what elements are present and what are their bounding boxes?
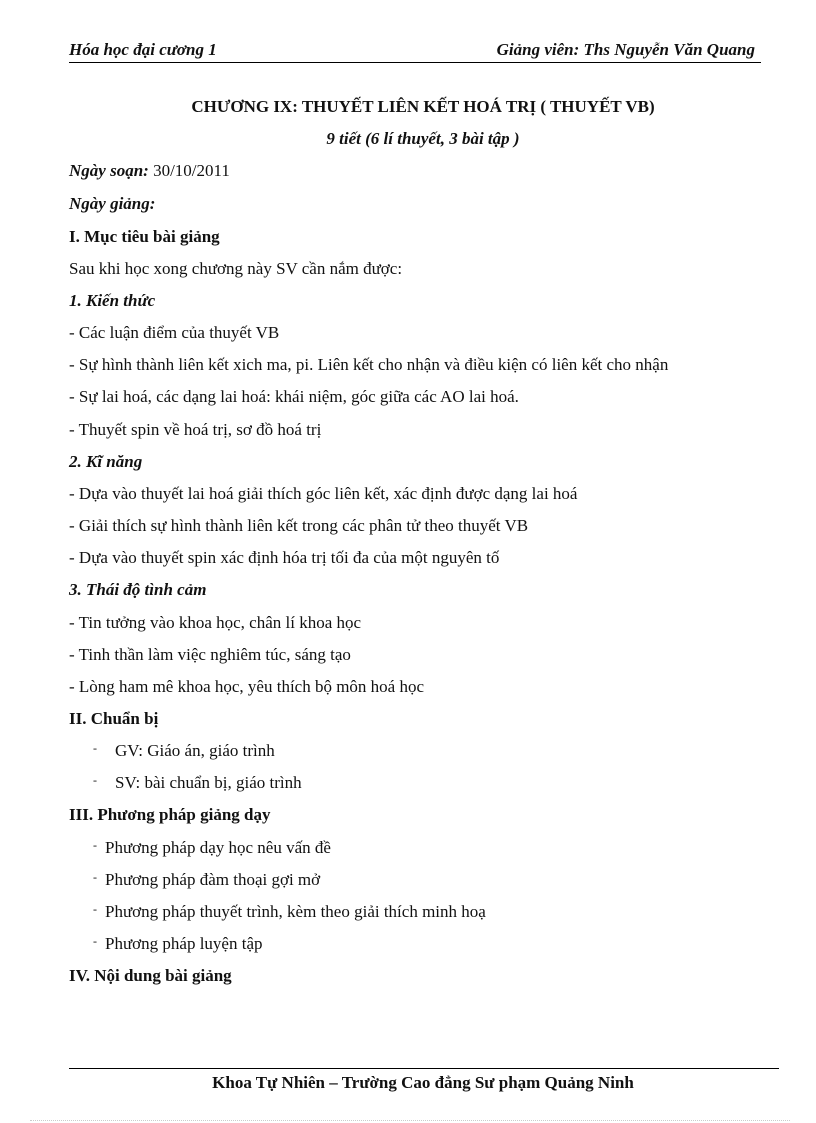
method-item-text: Phương pháp thuyết trình, kèm theo giải thích minh hoạ xyxy=(105,902,486,921)
section-content-heading: IV. Nội dung bài giảng xyxy=(69,966,232,985)
knowledge-item: - Sự hình thành liên kết xich ma, pi. Liên kết cho nhận và điều kiện có liên kết cho nhận xyxy=(69,355,669,374)
prep-item-text: GV: Giáo án, giáo trình xyxy=(115,741,275,760)
prep-date-value: 30/10/2011 xyxy=(153,161,230,180)
method-list-item xyxy=(93,838,331,858)
bullet-dash: - xyxy=(93,741,97,755)
footer-divider xyxy=(69,1068,779,1069)
skills-item: - Dựa vào thuyết spin xác định hóa trị tối đa của một nguyên tố xyxy=(69,548,500,567)
skills-item: - Giải thích sự hình thành liên kết trong các phân tử theo thuyết VB xyxy=(69,516,529,535)
page-edge-divider xyxy=(30,1120,790,1121)
section-preparation-heading: II. Chuẩn bị xyxy=(69,709,159,728)
section-objectives-heading: I. Mục tiêu bài giảng xyxy=(69,227,220,246)
method-item-text: Phương pháp dạy học nêu vấn đề xyxy=(105,838,331,857)
skills-heading: 2. Kĩ năng xyxy=(69,452,143,471)
knowledge-item: - Các luận điểm của thuyết VB xyxy=(69,323,280,342)
bullet-dash: - xyxy=(93,773,97,787)
bullet-dash: - xyxy=(93,870,97,884)
attitude-item: - Tinh thần làm việc nghiêm túc, sáng tạo xyxy=(69,645,351,664)
method-item-text: Phương pháp luyện tập xyxy=(105,934,263,953)
method-list-item xyxy=(93,870,320,890)
page-footer: Khoa Tự Nhiên – Trường Cao đẳng Sư phạm Quảng Ninh xyxy=(212,1073,634,1092)
knowledge-item: - Sự lai hoá, các dạng lai hoá: khái niệm, góc giữa các AO lai hoá. xyxy=(69,387,519,406)
chapter-subtitle: 9 tiết (6 lí thuyết, 3 bài tập ) xyxy=(326,129,520,148)
attitude-heading: 3. Thái độ tình cảm xyxy=(69,580,207,599)
knowledge-item: - Thuyết spin về hoá trị, sơ đồ hoá trị xyxy=(69,420,322,439)
course-name: Hóa học đại cương 1 xyxy=(69,40,217,59)
attitude-item: - Lòng ham mê khoa học, yêu thích bộ môn hoá học xyxy=(69,677,425,696)
method-list-item xyxy=(93,902,486,922)
prep-date-label: Ngày soạn: xyxy=(69,161,149,180)
chapter-title: CHƯƠNG IX: THUYẾT LIÊN KẾT HOÁ TRỊ ( THUYẾT VB) xyxy=(191,97,655,116)
lecturer-name: Giảng viên: Ths Nguyễn Văn Quang xyxy=(496,40,755,59)
section-methods-heading: III. Phương pháp giảng dạy xyxy=(69,805,271,824)
knowledge-heading: 1. Kiến thức xyxy=(69,291,156,310)
prep-date-line xyxy=(69,161,230,181)
prep-list-item xyxy=(93,741,275,761)
bullet-dash: - xyxy=(93,934,97,948)
method-item-text: Phương pháp đàm thoại gợi mở xyxy=(105,870,321,889)
prep-item-text: SV: bài chuẩn bị, giáo trình xyxy=(115,773,302,792)
attitude-item: - Tin tưởng vào khoa học, chân lí khoa học xyxy=(69,613,362,632)
bullet-dash: - xyxy=(93,838,97,852)
method-list-item xyxy=(93,934,263,954)
skills-item: - Dựa vào thuyết lai hoá giải thích góc liên kết, xác định được dạng lai hoá xyxy=(69,484,578,503)
teach-date-label: Ngày giảng: xyxy=(69,194,156,213)
prep-list-item xyxy=(93,773,302,793)
objectives-intro: Sau khi học xong chương này SV cần nắm được: xyxy=(69,259,403,278)
page-header xyxy=(69,38,761,63)
bullet-dash: - xyxy=(93,902,97,916)
